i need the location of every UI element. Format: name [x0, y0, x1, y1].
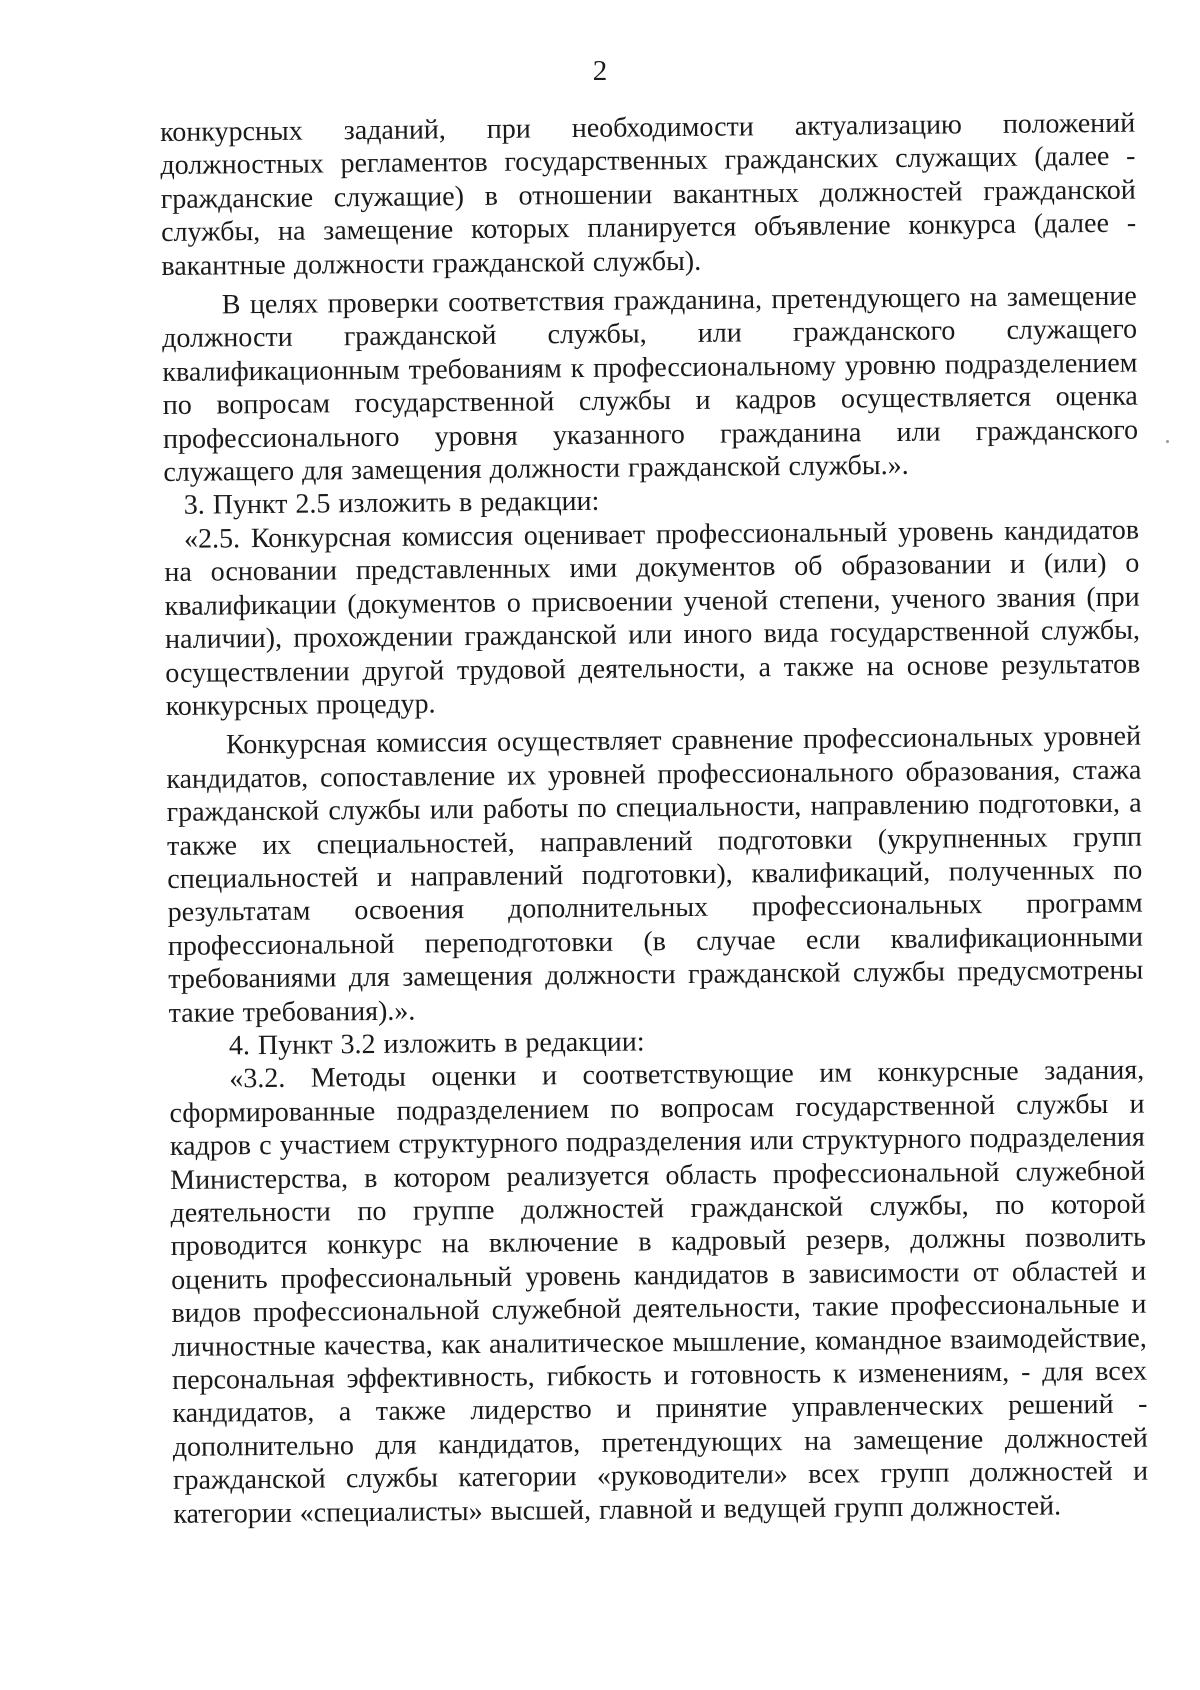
- scan-speck: [1166, 440, 1169, 443]
- paragraph-commission-comparison: Конкурсная комиссия осуществляет сравнение профессиональных уровней кандидатов, сопоставление их уровней профессионального образования, стажа гражданской службы или работы по специальности, направлению подготовки, а также их специальностей, направлений подготовки (укрупненных групп специальностей и направлений подготовки), квалификаций, полученных по результатам освоения дополнительных профессиональных программ профессиональной переподготовки (в случае если квалификационными требованиями для замещения должности гражданской службы предусмотрены такие требования).».: [166, 720, 1144, 1029]
- paragraph-item-3-heading: 3. Пункт 2.5 изложить в редакции:: [183, 486, 600, 522]
- paragraph-item-4-heading: 4. Пункт 3.2 изложить в редакции:: [228, 1026, 645, 1062]
- document-body: [160, 107, 1149, 1531]
- paragraph-clause-3-2: «3.2. Методы оценки и соответствующие им конкурсные задания, сформированные подразделением по вопросам государственной службы и кадров с участием структурного подразделения или структурного подразделения Министерства, в котором реализуется область профессиональной служебной деятельности по группе должностей гражданской службы, по которой проводится конкурс на включение в кадровый резерв, должны позволить оценить профессиональный уровень кандидатов в зависимости от областей и видов профессиональной служебной деятельности, такие профессиональные и личностные качества, как аналитическое мышление, командное взаимодействие, персональная эффективность, гибкость и готовность к изменениям, - для всех кандидатов, а также лидерство и принятие управленческих решений - дополнительно для кандидатов, претендующих на замещение должностей гражданской службы категории «руководители» всех групп должностей и категории «специалисты» высшей, главной и ведущей групп должностей.: [169, 1054, 1149, 1530]
- page-number: 2: [592, 55, 608, 87]
- paragraph-continuation: конкурсных заданий, при необходимости актуализацию положений должностных регламентов государственных гражданских служащих (далее - гражданские служащие) в отношении вакантных должностей гражданской службы, на замещение которых планируется объявление конкурса (далее - вакантные должности гражданской службы).: [160, 107, 1137, 282]
- paragraph-clause-2-5: «2.5. Конкурсная комиссия оценивает профессиональный уровень кандидатов на основании представленных ими документов об образовании и (или) о квалификации (документов о присвоении ученой степени, ученого звания (при наличии), прохождении гражданской или иного вида государственной службы, осуществлении другой трудовой деятельности, а также на основе результатов конкурсных процедур.: [164, 514, 1141, 722]
- paragraph-qualification-check: В целях проверки соответствия гражданина, претендующего на замещение должности гражданской службы, или гражданского служащего квалификационным требованиям к профессиональному уровню подразделением по вопросам государственной службы и кадров осуществляется оценка профессионального уровня указанного гражданина или гражданского служащего для замещения должности гражданской службы.».: [161, 280, 1139, 489]
